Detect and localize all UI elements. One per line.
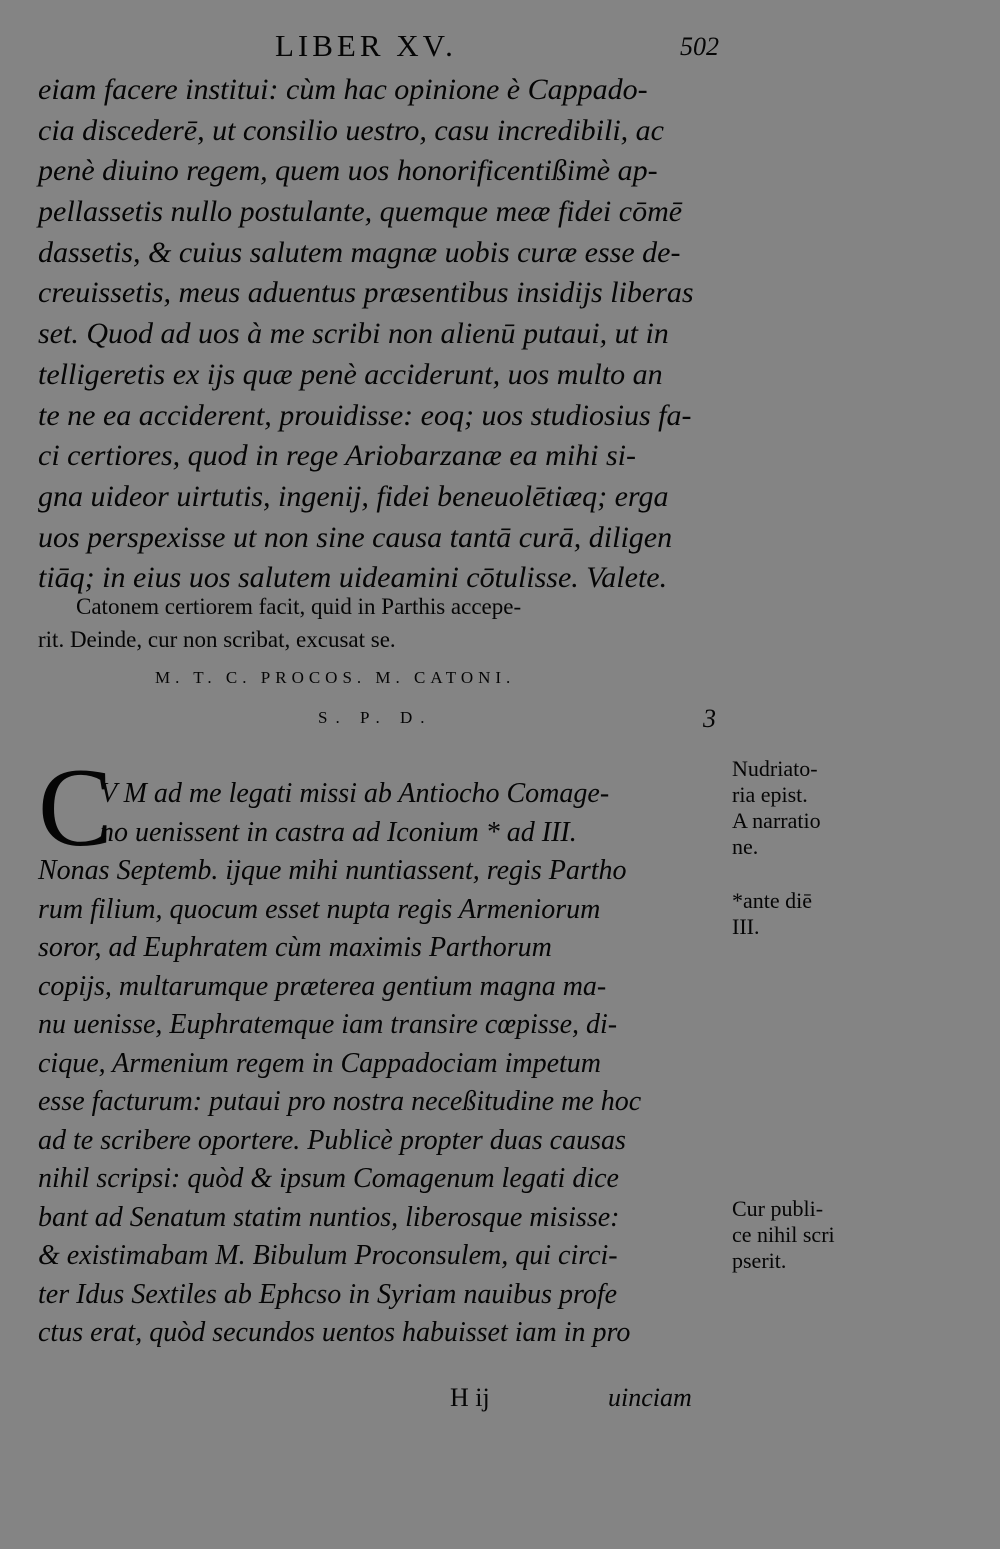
- text-line: tiāq; in eius uos salutem uideamini cōtulisse. Valete.: [38, 561, 668, 595]
- marginal-line: Cur publi-: [732, 1196, 824, 1221]
- page-number: 502: [680, 32, 719, 61]
- drop-cap: C: [38, 746, 113, 870]
- marginal-line: A narratio: [732, 808, 821, 833]
- letter-number: 3: [703, 704, 716, 733]
- text-line: ad te scribere oportere. Publicè propter duas causas: [38, 1124, 626, 1156]
- text-line: cia discederē, ut consilio uestro, casu incredibili, ac: [38, 113, 664, 147]
- catchword: uinciam: [608, 1383, 692, 1412]
- previous-letter-text: [38, 70, 738, 599]
- text-line: cique, Armenium regem in Cappadociam impetum: [38, 1047, 602, 1079]
- text-line: uos perspexisse ut non sine causa tantā curā, diligen: [38, 520, 673, 554]
- text-line: ter Idus Sextiles ab Ephcso in Syriam nauibus profe: [38, 1278, 618, 1310]
- marginal-note: [732, 756, 892, 860]
- text-line: bant ad Senatum statim nuntios, liberosque misisse:: [38, 1201, 620, 1233]
- text-line: eiam facere institui: cùm hac opinione è Cappado-: [38, 73, 648, 106]
- letter-salutation: S. P. D.: [318, 708, 433, 727]
- marginal-line: Nudriato-: [732, 756, 818, 781]
- text-line: rit. Deinde, cur non scribat, excusat se.: [38, 627, 396, 652]
- text-line: no uenissent in castra ad Iconium * ad III.: [100, 816, 577, 848]
- text-line: gna uideor uirtutis, ingenij, fidei beneuolētiæq; erga: [38, 479, 669, 513]
- marginal-line: *ante diē: [732, 888, 813, 913]
- marginal-line: ria epist.: [732, 782, 808, 807]
- letter-argument: [38, 590, 738, 656]
- text-line: pellassetis nullo postulante, quemque meæ fidei cōmē: [38, 195, 683, 229]
- running-head-title: LIBER XV.: [275, 28, 457, 63]
- text-line: Nonas Septemb. ijque mihi nuntiassent, regis Partho: [38, 855, 627, 886]
- text-line: esse facturum: putaui pro nostra neceßitudine me hoc: [38, 1086, 642, 1117]
- text-line: soror, ad Euphratem cùm maximis Parthorum: [38, 932, 552, 963]
- marginal-note: [732, 1196, 892, 1274]
- text-line: & existimabam M. Bibulum Proconsulem, qui circi-: [38, 1240, 618, 1271]
- text-line: te ne ea acciderent, prouidisse: eoq; uos studiosius fa-: [38, 398, 692, 432]
- text-line: penè diuino regem, quem uos honorificentißimè ap-: [38, 154, 658, 188]
- letter-body-text: [38, 775, 738, 1353]
- text-line: creuissetis, meus aduentus præsentibus insidijs liberas: [38, 276, 694, 310]
- signature-mark: H ij: [450, 1383, 490, 1412]
- marginal-line: ce nihil scri: [732, 1222, 835, 1247]
- text-line: nihil scripsi: quòd & ipsum Comagenum legati dice: [38, 1163, 619, 1194]
- text-line: telligeretis ex ijs quæ penè acciderunt, uos multo an: [38, 357, 663, 391]
- text-line: dassetis, & cuius salutem magnæ uobis curæ esse de-: [38, 235, 681, 269]
- letter-heading: M. T. C. PROCOS. M. CATONI.: [155, 668, 516, 687]
- text-line: ctus erat, quòd secundos uentos habuisset iam in pro: [38, 1317, 631, 1348]
- text-line: V M ad me legati missi ab Antiocho Comage-: [100, 778, 610, 809]
- text-line: copijs, multarumque præterea gentium magna ma-: [38, 970, 607, 1002]
- text-line: nu uenisse, Euphratemque iam transire cœpisse, di-: [38, 1009, 618, 1040]
- marginal-line: III.: [732, 914, 760, 939]
- marginal-line: ne.: [732, 834, 759, 859]
- running-head: [0, 28, 1000, 68]
- text-line: rum filium, quocum esset nupta regis Armeniorum: [38, 893, 601, 925]
- marginal-note: [732, 888, 892, 940]
- text-line: ci certiores, quod in rege Ariobarzanæ ea mihi si-: [38, 439, 637, 473]
- text-line: set. Quod ad uos à me scribi non alienū putaui, ut in: [38, 317, 669, 351]
- text-line: Catonem certiorem facit, quid in Parthis accepe-: [76, 594, 522, 619]
- marginal-line: pserit.: [732, 1248, 787, 1273]
